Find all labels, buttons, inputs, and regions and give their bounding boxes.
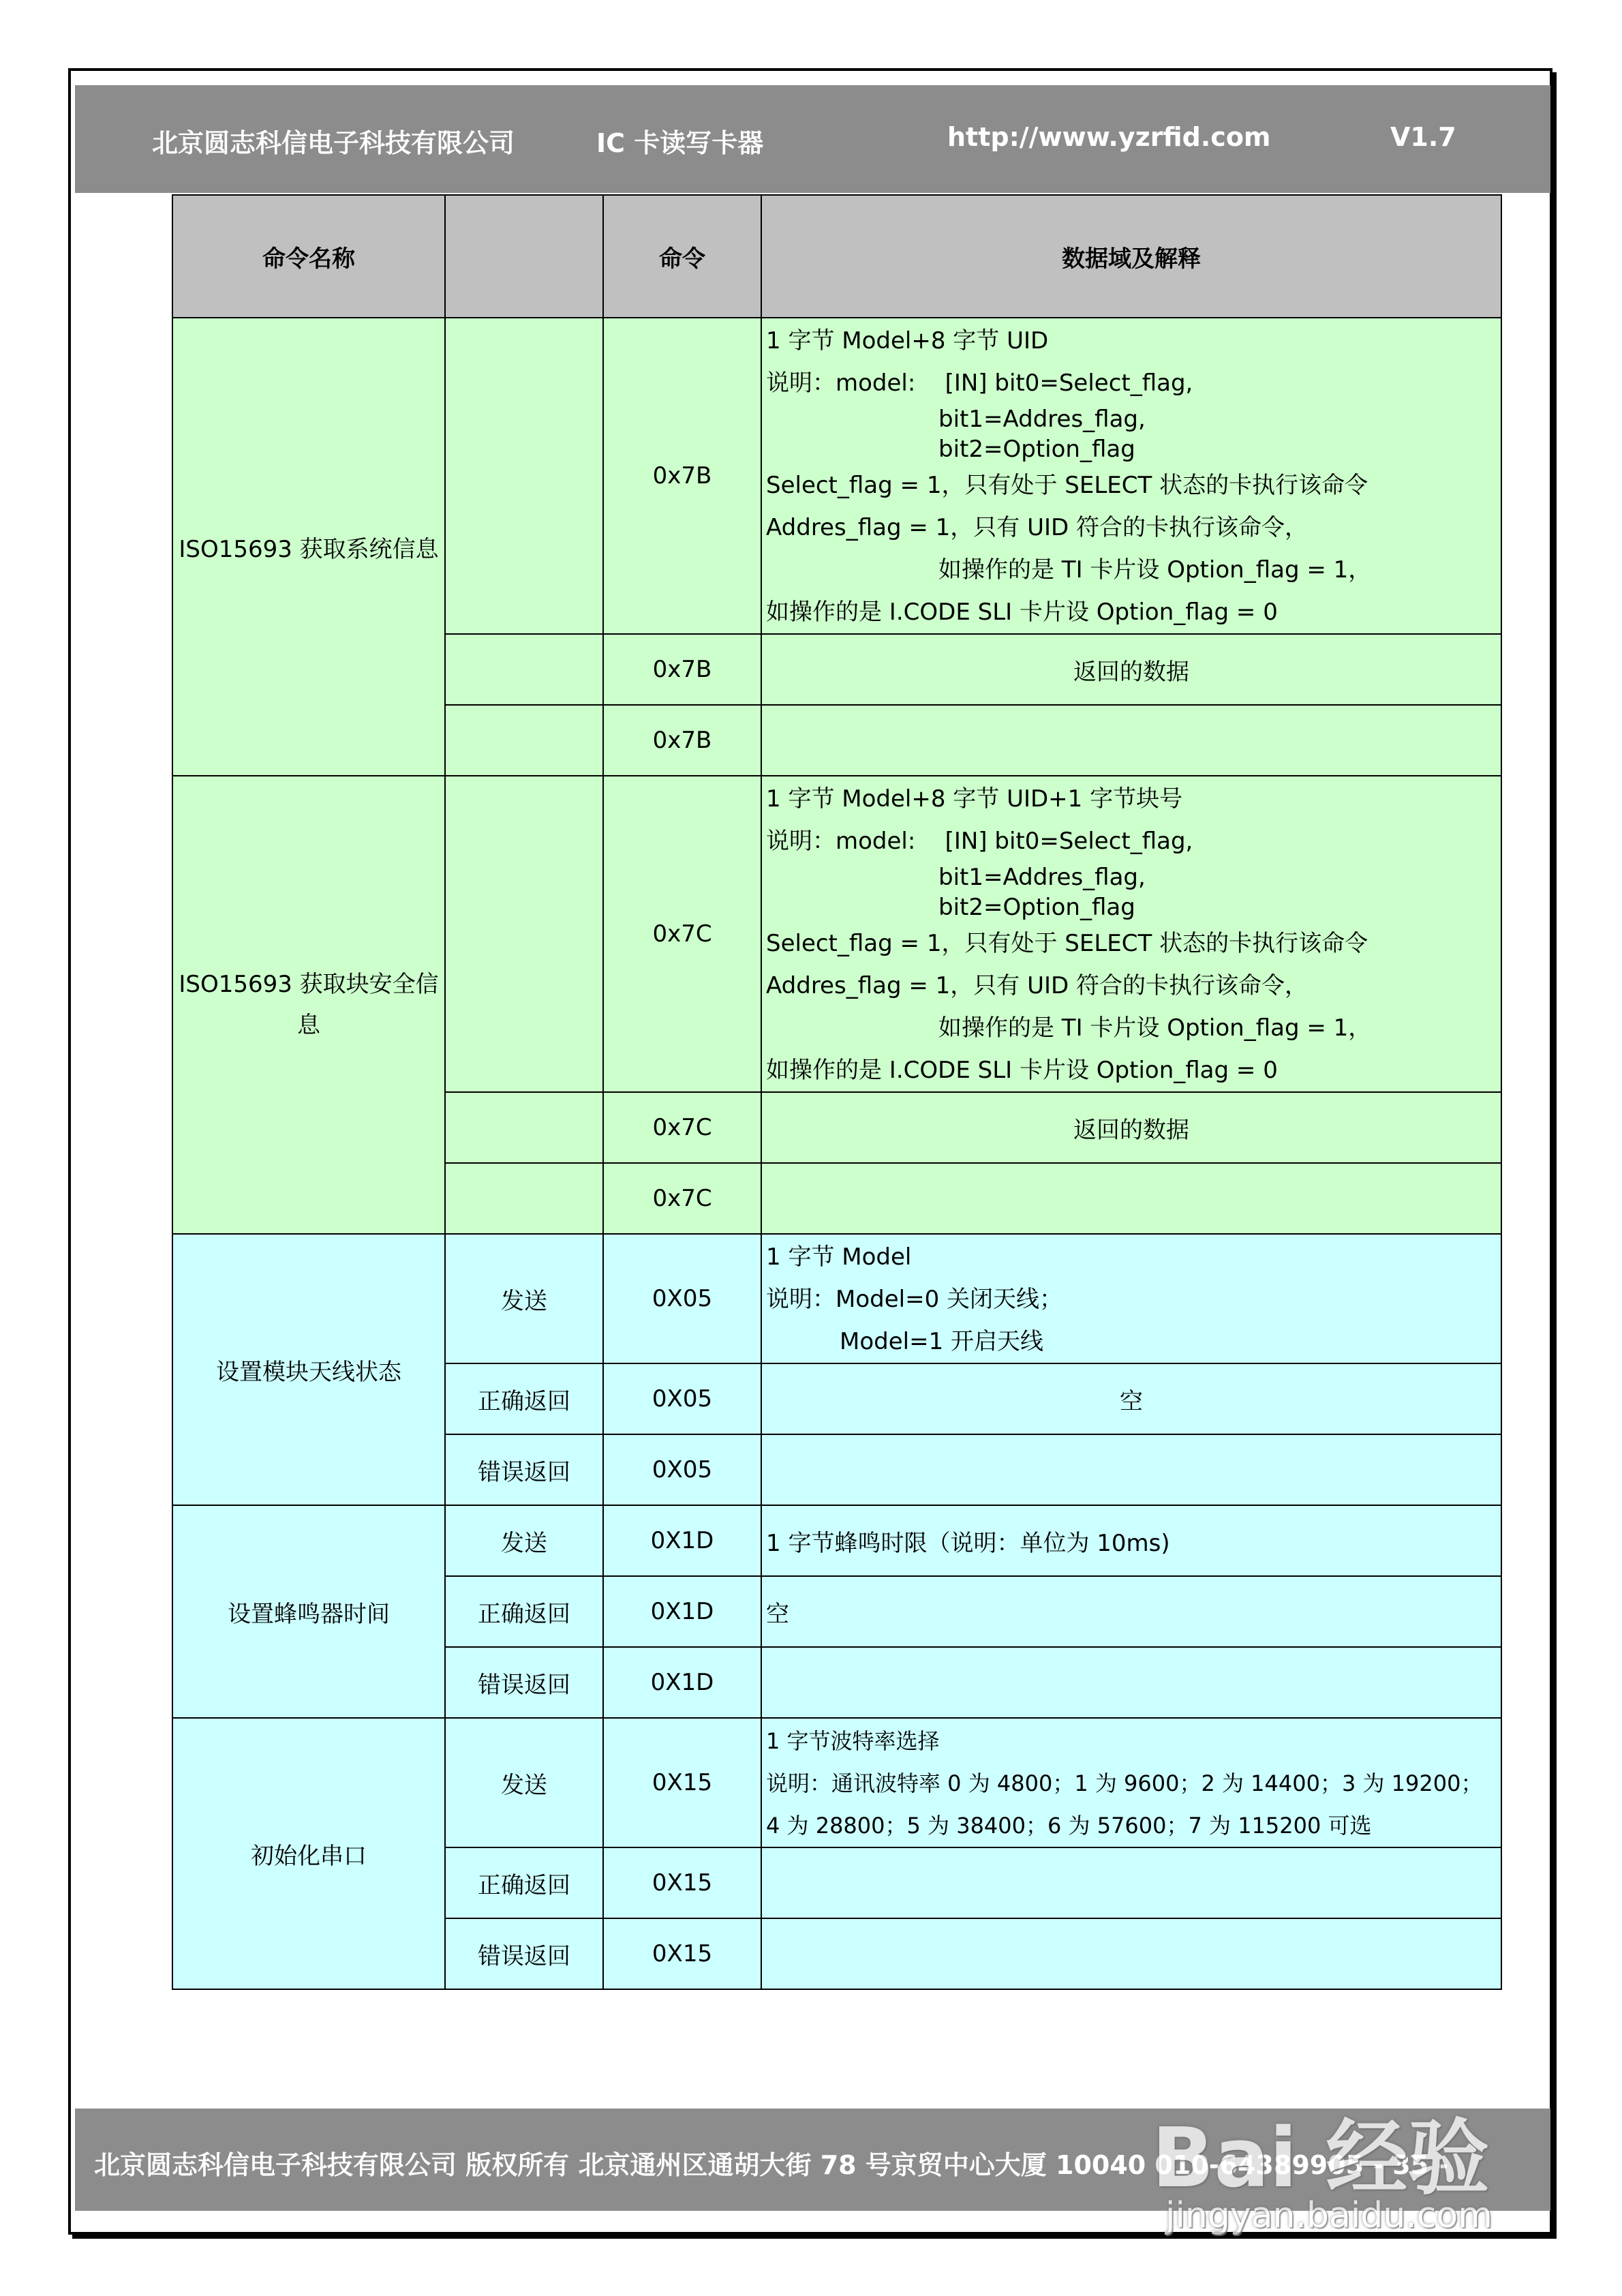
data-cell: 返回的数据 <box>761 634 1501 705</box>
command-table <box>172 194 1502 1990</box>
command-name-cell: ISO15693 获取系统信息 <box>172 318 445 776</box>
type-cell: 正确返回 <box>445 1847 603 1918</box>
type-cell: 错误返回 <box>445 1647 603 1718</box>
cmd-cell: 0X15 <box>603 1847 761 1918</box>
data-line: 4 为 28800；5 为 38400；6 为 57600；7 为 115200 可选 <box>766 1813 1372 1839</box>
table-row <box>172 1718 1501 1847</box>
type-cell: 正确返回 <box>445 1576 603 1647</box>
type-cell: 发送 <box>445 1505 603 1576</box>
data-line: 如操作的是 I.CODE SLI 卡片设 Option_flag = 0 <box>766 599 1278 626</box>
type-cell: 发送 <box>445 1234 603 1363</box>
col-header-cmd: 命令 <box>603 195 761 318</box>
header-product: IC 卡读写卡器 <box>596 128 764 158</box>
data-cell <box>761 1647 1501 1718</box>
data-cell <box>761 776 1501 1092</box>
data-line: 如操作的是 TI 卡片设 Option_flag = 1， <box>938 556 1372 584</box>
watermark-logo: Bai 经验 <box>1152 2111 1490 2206</box>
cmd-cell: 0X1D <box>603 1576 761 1647</box>
data-line: Model=1 开启天线 <box>840 1328 1044 1355</box>
data-line: 如操作的是 I.CODE SLI 卡片设 Option_flag = 0 <box>766 1057 1278 1084</box>
type-cell <box>445 634 603 705</box>
data-line: bit2=Option_flag <box>938 436 1135 463</box>
col-header-type <box>445 195 603 318</box>
data-cell <box>761 1163 1501 1234</box>
data-cell <box>761 1847 1501 1918</box>
data-cell: 空 <box>761 1363 1501 1434</box>
data-line: bit2=Option_flag <box>938 894 1135 921</box>
data-line: 1 字节波特率选择 <box>766 1728 940 1754</box>
page-footer <box>75 2109 1550 2211</box>
data-line: 1 字节 Model <box>766 1243 912 1271</box>
footer-text: 北京圆志科信电子科技有限公司 版权所有 北京通州区通胡大街 78 号京贸中心大厦 10040 010-64389905 - 35 - <box>94 2150 1449 2180</box>
header-url: http://www.yzrfid.com <box>947 122 1271 152</box>
cmd-cell: 0x7B <box>603 318 761 634</box>
data-line: bit1=Addres_flag, <box>938 406 1146 433</box>
data-line: 1 字节 Model+8 字节 UID+1 字节块号 <box>766 785 1183 813</box>
cmd-cell: 0x7C <box>603 776 761 1092</box>
command-name-cell: 设置模块天线状态 <box>172 1234 445 1505</box>
data-cell: 空 <box>761 1576 1501 1647</box>
data-line: 说明：model: [IN] bit0=Select_flag, <box>766 369 1193 397</box>
data-line: 1 字节 Model+8 字节 UID <box>766 327 1049 354</box>
data-line: Select_flag = 1，只有处于 SELECT 状态的卡执行该命令 <box>766 930 1368 957</box>
table-row <box>172 318 1501 634</box>
col-header-name: 命令名称 <box>172 195 445 318</box>
command-name-cell: 设置蜂鸣器时间 <box>172 1505 445 1718</box>
data-line: Select_flag = 1，只有处于 SELECT 状态的卡执行该命令 <box>766 472 1368 499</box>
page-header <box>75 85 1550 193</box>
data-cell <box>761 1918 1501 1989</box>
type-cell: 正确返回 <box>445 1363 603 1434</box>
data-cell: 1 字节蜂鸣时限（说明：单位为 10ms) <box>761 1505 1501 1576</box>
table-header-row <box>172 195 1501 318</box>
cmd-cell: 0x7C <box>603 1092 761 1163</box>
cmd-cell: 0x7B <box>603 634 761 705</box>
data-cell <box>761 705 1501 776</box>
type-cell <box>445 776 603 1092</box>
command-name-cell: ISO15693 获取块安全信息 <box>172 776 445 1234</box>
cmd-cell: 0X15 <box>603 1718 761 1847</box>
data-cell <box>761 1718 1501 1847</box>
watermark-url: jingyan.baidu.com <box>1165 2195 1493 2236</box>
data-line: 说明：Model=0 关闭天线； <box>766 1286 1063 1313</box>
table-row <box>172 1234 1501 1363</box>
cmd-cell: 0X05 <box>603 1234 761 1363</box>
type-cell: 错误返回 <box>445 1918 603 1989</box>
data-line: Addres_flag = 1，只有 UID 符合的卡执行该命令， <box>766 514 1308 541</box>
cmd-cell: 0x7C <box>603 1163 761 1234</box>
type-cell <box>445 1163 603 1234</box>
type-cell: 错误返回 <box>445 1434 603 1505</box>
data-cell: 返回的数据 <box>761 1092 1501 1163</box>
data-cell <box>761 1434 1501 1505</box>
data-cell <box>761 318 1501 634</box>
col-header-data: 数据域及解释 <box>761 195 1501 318</box>
data-line: 说明：通讯波特率 0 为 4800；1 为 9600；2 为 14400；3 为 19200； <box>766 1770 1483 1796</box>
type-cell <box>445 1092 603 1163</box>
cmd-cell: 0X1D <box>603 1647 761 1718</box>
type-cell <box>445 318 603 634</box>
table-row <box>172 776 1501 1092</box>
data-line: 如操作的是 TI 卡片设 Option_flag = 1， <box>938 1014 1372 1042</box>
header-version: V1.7 <box>1390 122 1456 152</box>
cmd-cell: 0x7B <box>603 705 761 776</box>
type-cell <box>445 705 603 776</box>
cmd-cell: 0X05 <box>603 1434 761 1505</box>
header-company: 北京圆志科信电子科技有限公司 <box>152 128 515 158</box>
table-row <box>172 1505 1501 1576</box>
command-name-cell: 初始化串口 <box>172 1718 445 1989</box>
data-line: bit1=Addres_flag, <box>938 864 1146 891</box>
data-line: 说明：model: [IN] bit0=Select_flag, <box>766 828 1193 855</box>
cmd-cell: 0X15 <box>603 1918 761 1989</box>
cmd-cell: 0X1D <box>603 1505 761 1576</box>
data-line: Addres_flag = 1，只有 UID 符合的卡执行该命令， <box>766 972 1308 999</box>
cmd-cell: 0X05 <box>603 1363 761 1434</box>
type-cell: 发送 <box>445 1718 603 1847</box>
data-cell <box>761 1234 1501 1363</box>
